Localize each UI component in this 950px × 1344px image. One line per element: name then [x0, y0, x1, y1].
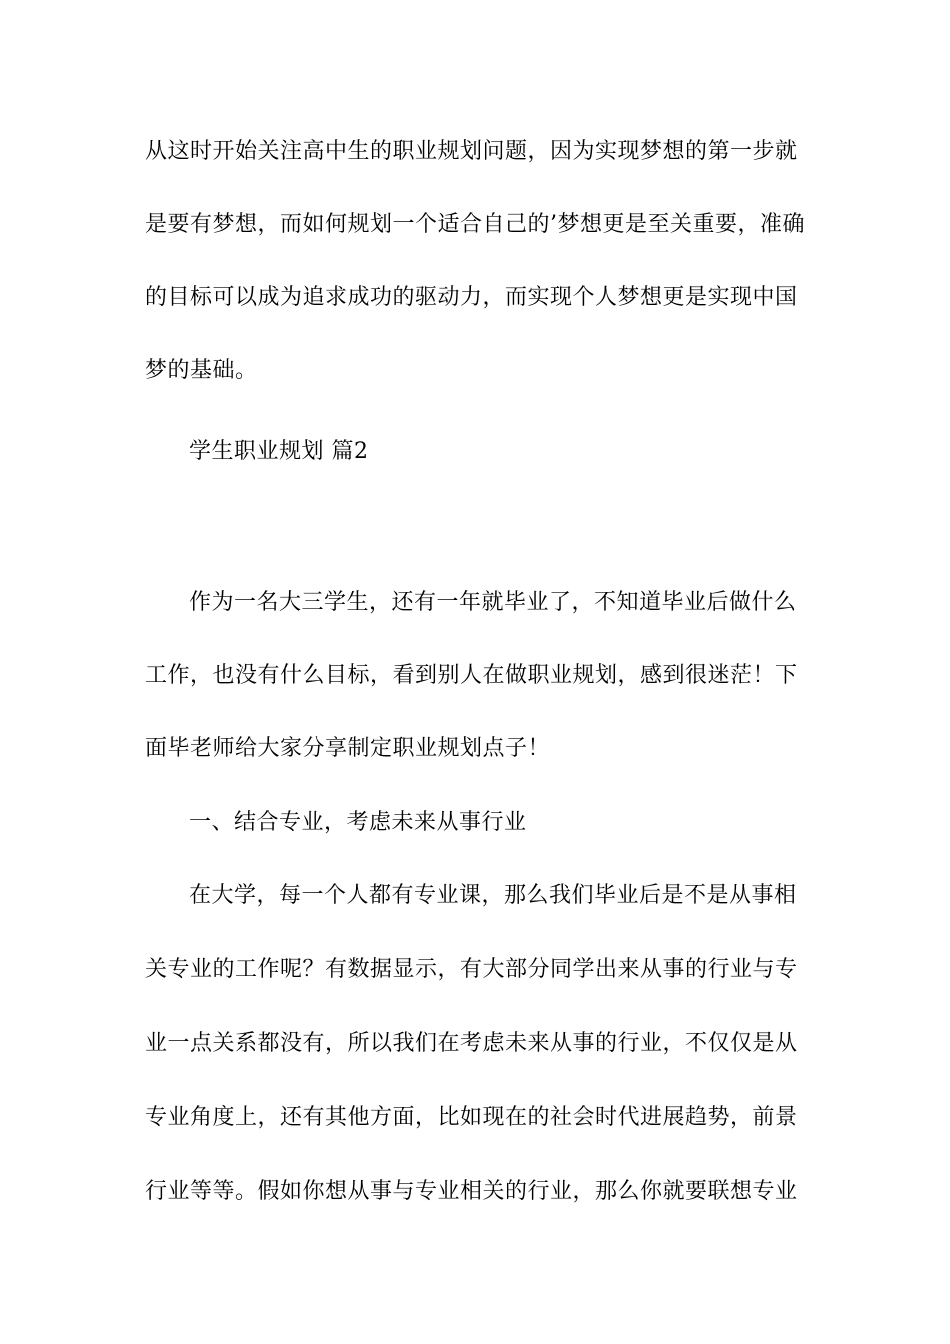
paragraph-line: 业一点关系都没有，所以我们在考虑未来从事的行业，不仅仅是从 [145, 1031, 798, 1056]
paragraph-line: 面毕老师给大家分享制定职业规划点子！ [145, 736, 551, 761]
paragraph-line: 在大学，每一个人都有专业课，那么我们毕业后是不是从事相 [189, 883, 797, 908]
paragraph-line: 行业等等。假如你想从事与专业相关的行业，那么你就要联想专业 [145, 1179, 798, 1204]
paragraph-line: 专业角度上，还有其他方面，比如现在的社会时代进展趋势，前景 [145, 1105, 798, 1130]
paragraph-line: 作为一名大三学生，还有一年就毕业了，不知道毕业后做什么 [189, 590, 797, 615]
subsection-heading: 一、结合专业，考虑未来从事行业 [189, 810, 527, 835]
paragraph-line: 是要有梦想，而如何规划一个适合自己的’梦想更是至关重要，准确 [145, 212, 805, 237]
paragraph-line: 工作，也没有什么目标，看到别人在做职业规划，感到很迷茫！下 [145, 663, 798, 688]
paragraph-line: 关专业的工作呢？有数据显示，有大部分同学出来从事的行业与专 [145, 957, 798, 982]
paragraph-line: 的目标可以成为追求成功的驱动力，而实现个人梦想更是实现中国 [145, 285, 798, 310]
section-heading: 学生职业规划 篇2 [189, 439, 369, 464]
paragraph-line: 梦的基础。 [145, 358, 258, 383]
paragraph-line: 从这时开始关注高中生的职业规划问题，因为实现梦想的第一步就 [145, 139, 798, 164]
